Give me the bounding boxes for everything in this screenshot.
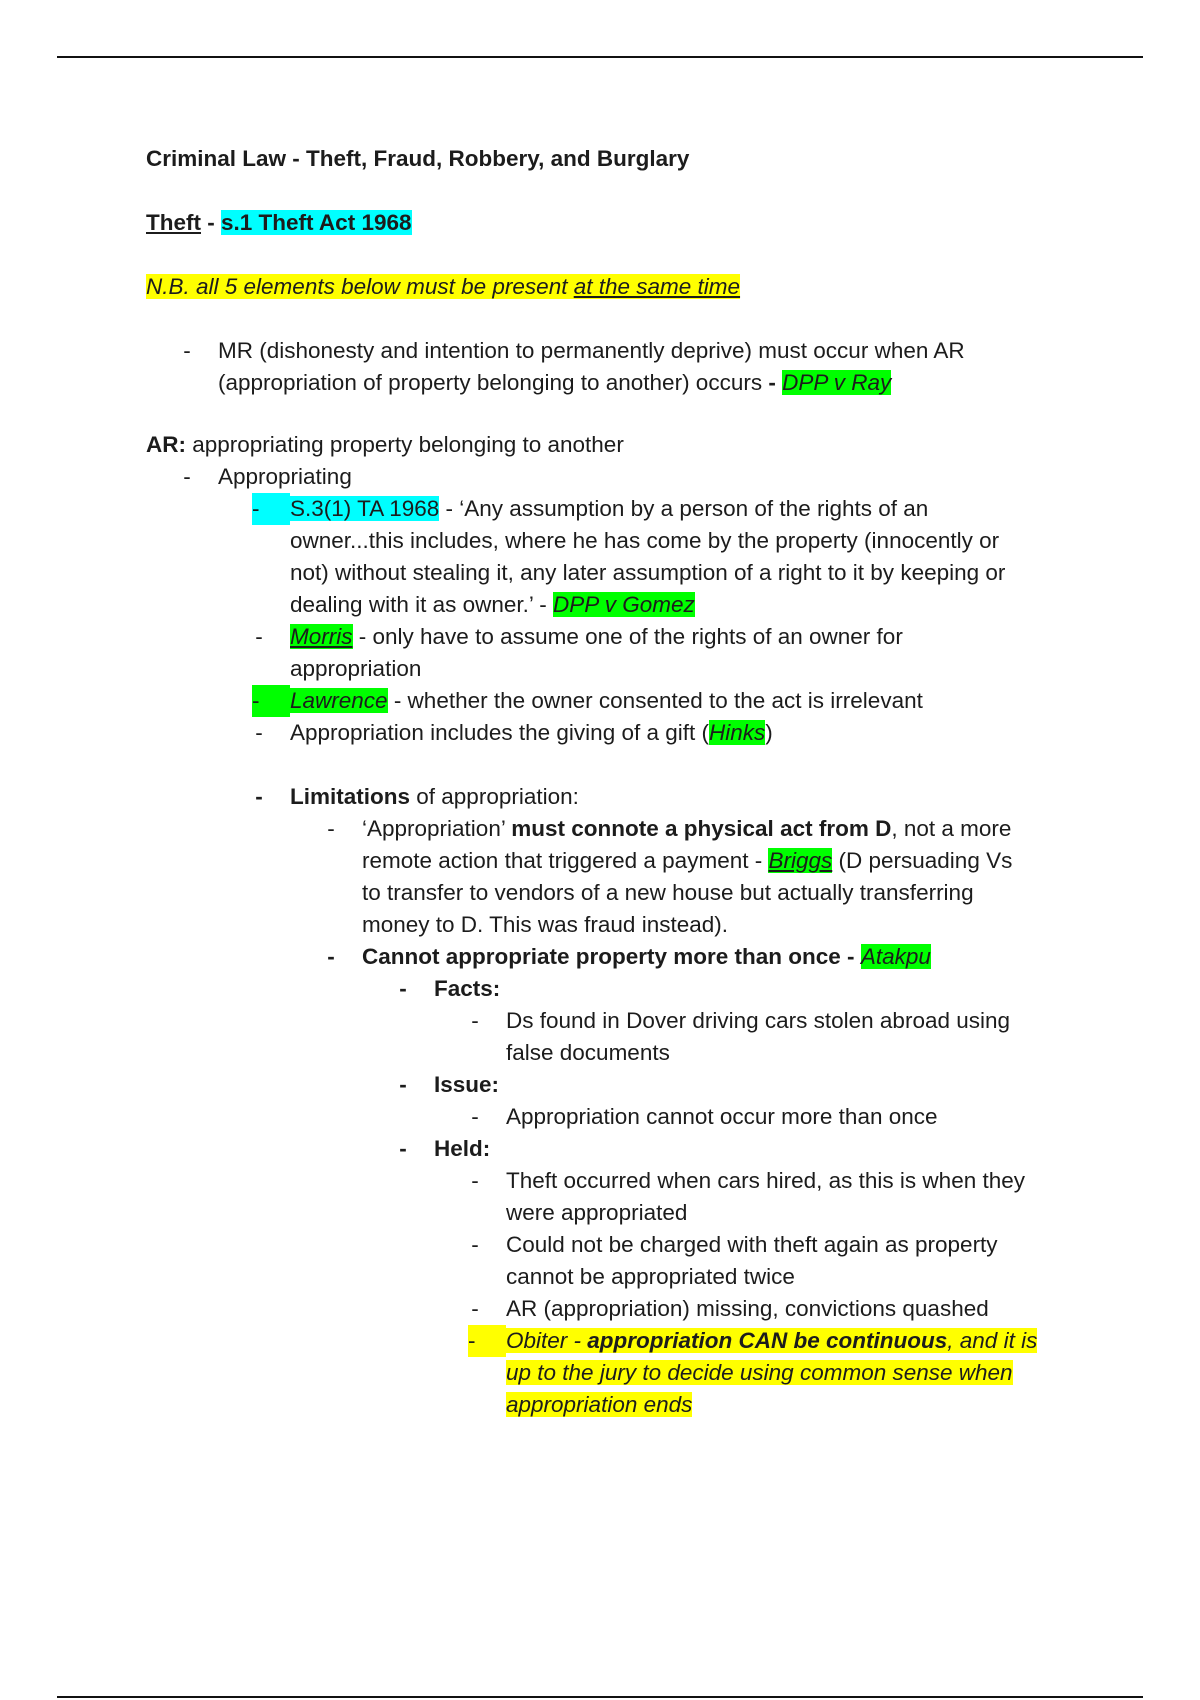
obiter-item [146, 1325, 1106, 1421]
held1-line1: Theft occurred when cars hired, as this is when they [506, 1168, 1025, 1193]
theft-sep: - [201, 210, 221, 235]
case-lawrence: Lawrence [290, 688, 388, 713]
bullet-dash: - [327, 816, 335, 841]
ar-label: AR: [146, 432, 186, 457]
s3-line3: not) without stealing it, any later assumption of a right to it by keeping or [290, 560, 1006, 585]
held-heading [146, 1133, 1106, 1165]
bullet-dash: - [252, 685, 290, 717]
bullet-dash: - [471, 1008, 479, 1033]
morris-line1 [290, 621, 1106, 653]
atakpu-text: Cannot appropriate property more than once - [362, 944, 861, 969]
facts-line2: false documents [506, 1040, 670, 1065]
case-dpp-v-gomez: DPP v Gomez [553, 592, 695, 617]
bullet-dash: - [183, 338, 191, 363]
obiter-line2 [506, 1357, 1106, 1389]
facts-item [146, 1005, 1106, 1069]
s3-statute: S.3(1) TA 1968 [290, 496, 440, 521]
nb-emphasis: at the same time [573, 274, 741, 299]
held-item-1 [146, 1165, 1106, 1229]
bullet-dash: - [183, 464, 191, 489]
morris-line1-text: - only have to assume one of the rights of an owner for [352, 624, 903, 649]
facts-label: Facts: [434, 976, 501, 1001]
issue-heading [146, 1069, 1106, 1101]
lawrence-text: - whether the owner consented to the act is irrelevant [387, 688, 923, 713]
s3-line4-text: dealing with it as owner.’ - [290, 592, 554, 617]
held-label: Held: [434, 1136, 491, 1161]
ar-text: appropriating property belonging to another [186, 432, 624, 457]
physical-line2b: (D persuading Vs [832, 848, 1013, 873]
limitations-item [146, 781, 1106, 813]
page-title: Criminal Law - Theft, Fraud, Robbery, and Burglary [146, 146, 690, 171]
atakpu-item [146, 941, 1106, 973]
physical-act-item [146, 813, 1106, 941]
bullet-dash: - [255, 720, 263, 745]
physical-line2a: remote action that triggered a payment - [362, 848, 769, 873]
bullet-dash: - [468, 1325, 506, 1357]
s3-item [146, 493, 1106, 621]
obiter-a: Obiter - [506, 1328, 588, 1353]
header-rule [57, 56, 1143, 58]
theft-statute: s.1 Theft Act 1968 [221, 210, 412, 235]
bullet-dash: - [252, 493, 290, 525]
case-hinks: Hinks [709, 720, 766, 745]
issue-label: Issue: [434, 1072, 500, 1097]
document-body [146, 143, 1106, 1421]
held3-text: AR (appropriation) missing, convictions quashed [506, 1296, 989, 1321]
footer-rule [57, 1696, 1143, 1698]
mr-line2 [218, 367, 1106, 399]
nb-note [146, 271, 1106, 303]
bullet-dash: - [255, 784, 263, 809]
s3-line1-text: - ‘Any assumption by a person of the rights of an [439, 496, 929, 521]
obiter-line3 [506, 1389, 1106, 1421]
bullet-dash: - [399, 1136, 407, 1161]
mr-sep: - [768, 370, 783, 395]
bullet-dash: - [471, 1296, 479, 1321]
issue-text: Appropriation cannot occur more than once [506, 1104, 938, 1129]
issue-item [146, 1101, 1106, 1133]
case-atakpu: Atakpu [860, 944, 931, 969]
limitations-label: Limitations [290, 784, 411, 809]
obiter-b: , and it is [947, 1328, 1038, 1353]
held2-line2: cannot be appropriated twice [506, 1264, 795, 1289]
ar-heading [146, 429, 1106, 461]
obiter-line3-text: appropriation ends [506, 1392, 693, 1417]
physical-line4: money to D. This was fraud instead). [362, 912, 728, 937]
obiter-line1 [506, 1325, 1106, 1357]
hinks-close: ) [765, 720, 773, 745]
facts-heading [146, 973, 1106, 1005]
bullet-dash: - [471, 1104, 479, 1129]
obiter-line2-text: up to the jury to decide using common sense when [506, 1360, 1013, 1385]
theft-heading [146, 207, 1106, 239]
nb-text: N.B. all 5 elements below must be present [146, 274, 574, 299]
mr-line1: MR (dishonesty and intention to permanently deprive) must occur when AR [218, 338, 965, 363]
physical-line1 [362, 813, 1106, 845]
s3-line1 [290, 493, 1106, 525]
hinks-item [146, 717, 1106, 749]
bullet-dash: - [471, 1168, 479, 1193]
held-item-2 [146, 1229, 1106, 1293]
bullet-dash: - [471, 1232, 479, 1257]
mr-line2-text: (appropriation of property belonging to another) occurs [218, 370, 769, 395]
s3-line4 [290, 589, 1106, 621]
bullet-dash: - [255, 624, 263, 649]
limitations-text: of appropriation: [410, 784, 579, 809]
bullet-dash: - [327, 944, 335, 969]
appropriating-item [146, 461, 1106, 493]
morris-line2: appropriation [290, 656, 422, 681]
facts-line1: Ds found in Dover driving cars stolen abroad using [506, 1008, 1011, 1033]
theft-label: Theft [146, 210, 201, 235]
case-dpp-v-ray: DPP v Ray [782, 370, 892, 395]
bullet-dash: - [399, 1072, 407, 1097]
hinks-text: Appropriation includes the giving of a gift ( [290, 720, 709, 745]
physical-bold: must connote a physical act from D [511, 816, 892, 841]
case-morris: Morris [290, 624, 353, 649]
bullet-dash: - [399, 976, 407, 1001]
lawrence-item [146, 685, 1106, 717]
morris-item [146, 621, 1106, 685]
physical-rest: , not a more [891, 816, 1012, 841]
physical-line2 [362, 845, 1106, 877]
mr-point [146, 335, 1106, 399]
appropriating-label: Appropriating [218, 464, 352, 489]
s3-line2: owner...this includes, where he has come by the property (innocently or [290, 528, 1000, 553]
obiter-bold: appropriation CAN be continuous [587, 1328, 948, 1353]
held2-line1: Could not be charged with theft again as property [506, 1232, 998, 1257]
physical-line3: to transfer to vendors of a new house but actually transferring [362, 880, 974, 905]
physical-q: ‘Appropriation’ [362, 816, 512, 841]
case-briggs: Briggs [768, 848, 833, 873]
held-item-3 [146, 1293, 1106, 1325]
held1-line2: were appropriated [506, 1200, 688, 1225]
